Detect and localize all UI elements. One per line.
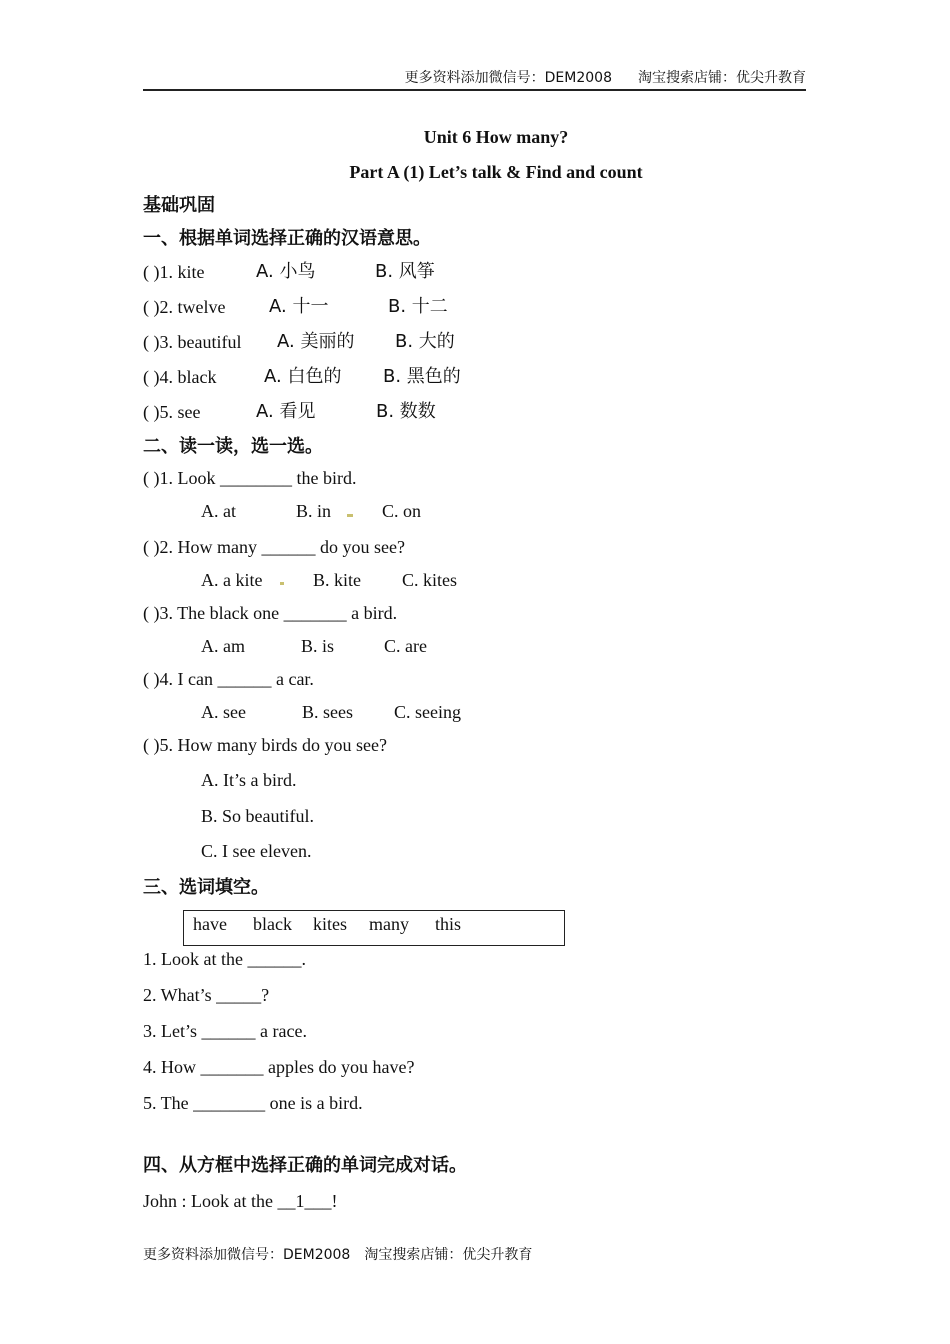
mark-dot — [347, 514, 353, 517]
s3-line-3: 3. Let’s ______ a race. — [143, 1021, 307, 1041]
s2-question-4: ( )4. I can ______ a car. — [143, 669, 314, 689]
s4-line-1: John : Look at the __1___! — [143, 1191, 338, 1211]
s3-line-4: 4. How _______ apples do you have? — [143, 1057, 415, 1077]
word-have: have — [193, 914, 227, 934]
basic-heading: 基础巩固 — [143, 195, 215, 216]
part-title: Part A (1) Let’s talk & Find and count — [349, 162, 643, 182]
unit-title: Unit 6 How many? — [423, 127, 569, 147]
page-footer — [143, 1246, 532, 1265]
s2-question-5: ( )5. How many birds do you see? — [143, 735, 387, 755]
section4-heading: 四、从方框中选择正确的单词完成对话。 — [143, 1155, 467, 1176]
footer-wechat: 更多资料添加微信号：DEM2008 — [143, 1247, 351, 1263]
s2-question-3: ( )3. The black one _______ a bird. — [143, 603, 398, 623]
s1-item-4: ( )4. black A. 白色的 B. 黑色的 — [143, 366, 461, 387]
word-black: black — [253, 914, 292, 934]
section2-heading: 二、读一读，选一选。 — [143, 436, 323, 457]
s2-q5-option-a: A. It’s a bird. — [201, 770, 297, 790]
footer-shop: 淘宝搜索店铺：优尖升教育 — [364, 1247, 533, 1263]
s1-item-3: ( )3. beautiful A. 美丽的 B. 大的 — [143, 331, 455, 352]
s2-q5-option-b: B. So beautiful. — [201, 806, 314, 826]
section3-heading: 三、选词填空。 — [143, 877, 269, 898]
word-kites: kites — [313, 914, 347, 934]
word-box — [183, 910, 565, 946]
word-many: many — [369, 914, 409, 934]
s3-line-1: 1. Look at the ______. — [143, 949, 306, 969]
page-header — [143, 70, 806, 91]
word-this: this — [435, 914, 462, 934]
s2-question-1: ( )1. Look ________ the bird. — [143, 468, 357, 488]
s1-item-2: ( )2. twelve A. 十一 B. 十二 — [143, 296, 448, 317]
s3-line-2: 2. What’s _____? — [143, 985, 270, 1005]
header-shop: 淘宝搜索店铺：优尖升教育 — [638, 70, 806, 86]
header-wechat: 更多资料添加微信号：DEM2008 — [404, 70, 612, 86]
mark-dot — [280, 582, 284, 585]
s2-q5-option-c: C. I see eleven. — [201, 841, 312, 861]
s3-line-5: 5. The ________ one is a bird. — [143, 1093, 363, 1113]
s1-item-5: ( )5. see A. 看见 B. 数数 — [143, 401, 436, 422]
s1-item-1: ( )1. kite A. 小鸟 B. 风筝 — [143, 261, 435, 282]
section1-heading: 一、根据单词选择正确的汉语意思。 — [143, 228, 431, 249]
s2-question-2: ( )2. How many ______ do you see? — [143, 537, 405, 557]
